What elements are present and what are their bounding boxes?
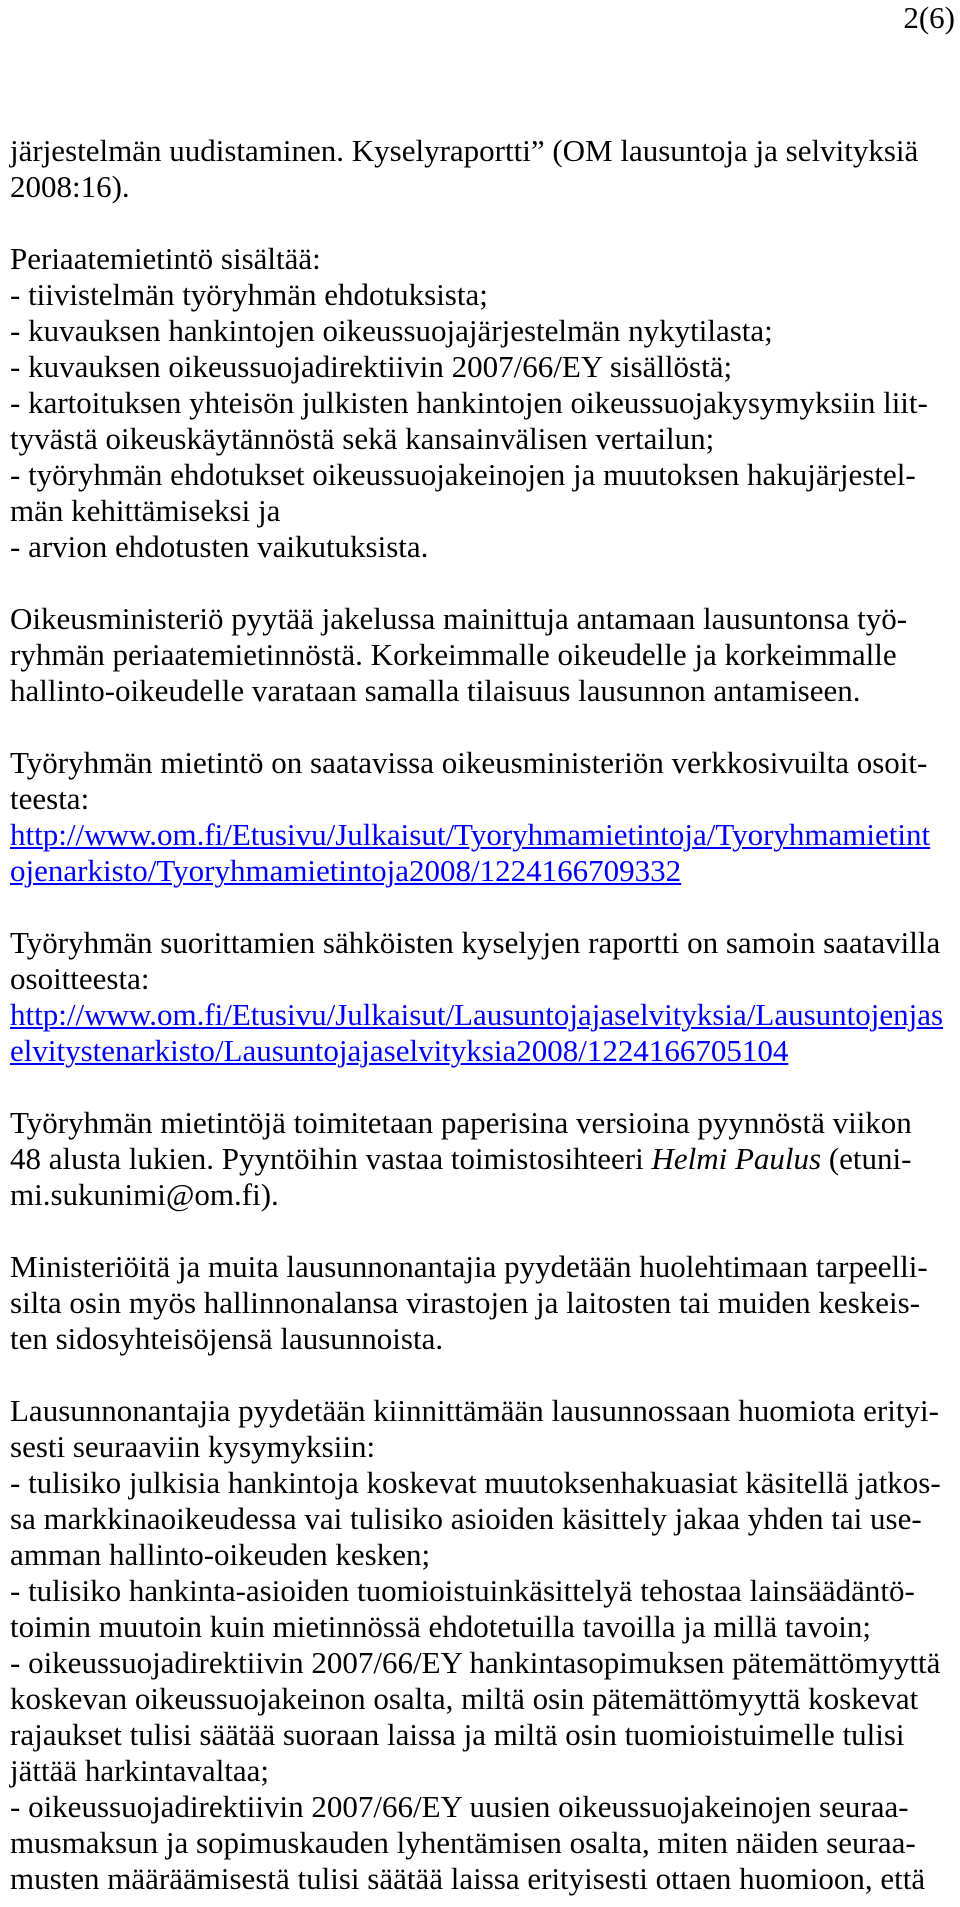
- page-number: 2(6): [903, 0, 955, 35]
- text-line: ten sidosyhteisöjensä lausunnoista.: [10, 1321, 444, 1356]
- question-list-item: - tulisiko hankinta-asioiden tuomioistuinkäsittelyä tehostaa lainsäädäntö-: [10, 1573, 915, 1608]
- text-line: teesta:: [10, 781, 90, 816]
- contents-list-item-continuation: tyvästä oikeuskäytännöstä sekä kansainvälisen vertailun;: [10, 421, 715, 456]
- text-line: Oikeusministeriö pyytää jakelussa mainittuja antamaan lausuntonsa työ-: [10, 601, 908, 636]
- text-segment: 48 alusta lukien. Pyyntöihin vastaa toimistosihteeri: [10, 1141, 652, 1176]
- contents-list-item: - työryhmän ehdotukset oikeussuojakeinojen ja muutoksen hakujärjestel-: [10, 457, 916, 492]
- paragraph-memo-availability: [10, 745, 955, 889]
- link-line: [10, 1033, 955, 1069]
- contact-email-line: mi.sukunimi@om.fi).: [10, 1177, 279, 1212]
- paragraph-ministries-request: [10, 1249, 955, 1357]
- text-line: [10, 1141, 955, 1177]
- text-line: Ministeriöitä ja muita lausunnonantajia pyydetään huolehtimaan tarpeelli-: [10, 1249, 928, 1284]
- question-list-item: - oikeussuojadirektiivin 2007/66/EY uusien oikeussuojakeinojen seuraa-: [10, 1789, 909, 1824]
- text-line: järjestelmän uudistaminen. Kyselyraportti” (OM lausuntoja ja selvityksiä: [10, 133, 919, 168]
- memo-url-link[interactable]: http://www.om.fi/Etusivu/Julkaisut/Tyoryhmamietintoja/Tyoryhmamietint: [10, 817, 931, 852]
- text-line: hallinto-oikeudelle varataan samalla tilaisuus lausunnon antamiseen.: [10, 673, 861, 708]
- contents-list-item: - tiivistelmän työryhmän ehdotuksista;: [10, 277, 488, 312]
- question-list-item-continuation: musmaksun ja sopimuskauden lyhentämisen osalta, miten näiden seuraa-: [10, 1825, 916, 1860]
- question-list-item-continuation: rajaukset tulisi säätää suoraan laissa ja miltä osin tuomioistuimelle tulisi: [10, 1717, 905, 1752]
- survey-report-url-link[interactable]: elvitystenarkisto/Lausuntojajaselvityksia2008/1224166705104: [10, 1033, 789, 1068]
- contents-list-item-continuation: män kehittämiseksi ja: [10, 493, 281, 528]
- contents-heading: Periaatemietintö sisältää:: [10, 241, 321, 276]
- question-list-item-continuation: amman hallinto-oikeuden kesken;: [10, 1537, 431, 1572]
- text-line: osoitteesta:: [10, 961, 150, 996]
- text-line: Työryhmän mietintö on saatavissa oikeusministeriön verkkosivuilta osoit-: [10, 745, 928, 780]
- text-line: silta osin myös hallinnonalansa virastojen ja laitosten tai muiden keskeis-: [10, 1285, 921, 1320]
- question-list-item-continuation: toimin muutoin kuin mietinnössä ehdotetuilla tavoilla ja millä tavoin;: [10, 1609, 871, 1644]
- document-body: [10, 133, 955, 1897]
- question-list-item: - oikeussuojadirektiivin 2007/66/EY hankintasopimuksen pätemättömyyttä: [10, 1645, 941, 1680]
- contact-name: Helmi Paulus: [651, 1141, 822, 1176]
- question-list-item: - tulisiko julkisia hankintoja koskevat muutoksenhakuasiat käsitellä jatkos-: [10, 1465, 941, 1500]
- survey-report-url-link[interactable]: http://www.om.fi/Etusivu/Julkaisut/Lausuntojajaselvityksia/Lausuntojenjas: [10, 997, 944, 1032]
- paragraph-survey-report-availability: [10, 925, 955, 1069]
- text-line: Lausunnonantajia pyydetään kiinnittämään lausunnossaan huomiota erityi-: [10, 1393, 939, 1428]
- memo-url-link[interactable]: ojenarkisto/Tyoryhmamietintoja2008/1224166709332: [10, 853, 682, 888]
- text-line: Työryhmän suorittamien sähköisten kyselyjen raportti on samoin saatavilla: [10, 925, 941, 960]
- question-list-item-continuation: sa markkinaoikeudessa vai tulisiko asioiden käsittely jakaa yhden tai use-: [10, 1501, 922, 1536]
- paragraph-questions: [10, 1393, 955, 1897]
- question-list-item-continuation: musten määräämisestä tulisi säätää laissa erityisesti ottaen huomioon, että: [10, 1861, 926, 1896]
- contents-list-item: - arvion ehdotusten vaikutuksista.: [10, 529, 429, 564]
- paragraph-request-for-statements: [10, 601, 955, 709]
- contents-list-item: - kuvauksen hankintojen oikeussuojajärjestelmän nykytilasta;: [10, 313, 773, 348]
- paragraph-paper-copies: [10, 1105, 955, 1213]
- question-list-item-continuation: koskevan oikeussuojakeinon osalta, miltä osin pätemättömyyttä koskevat: [10, 1681, 919, 1716]
- link-line: [10, 853, 955, 889]
- text-line: 2008:16).: [10, 169, 130, 204]
- text-line: Työryhmän mietintöjä toimitetaan paperisina versioina pyynnöstä viikon: [10, 1105, 912, 1140]
- question-list-item-continuation: jättää harkintavaltaa;: [10, 1753, 270, 1788]
- text-segment: (etuni-: [821, 1141, 912, 1176]
- link-line: [10, 817, 955, 853]
- text-line: ryhmän periaatemietinnöstä. Korkeimmalle oikeudelle ja korkeimmalle: [10, 637, 897, 672]
- link-line: [10, 997, 955, 1033]
- text-line: sesti seuraaviin kysymyksiin:: [10, 1429, 376, 1464]
- contents-list-item: - kartoituksen yhteisön julkisten hankintojen oikeussuojakysymyksiin liit-: [10, 385, 928, 420]
- contents-list-item: - kuvauksen oikeussuojadirektiivin 2007/66/EY sisällöstä;: [10, 349, 733, 384]
- paragraph-report-reference: [10, 133, 955, 205]
- paragraph-memo-contents: [10, 241, 955, 565]
